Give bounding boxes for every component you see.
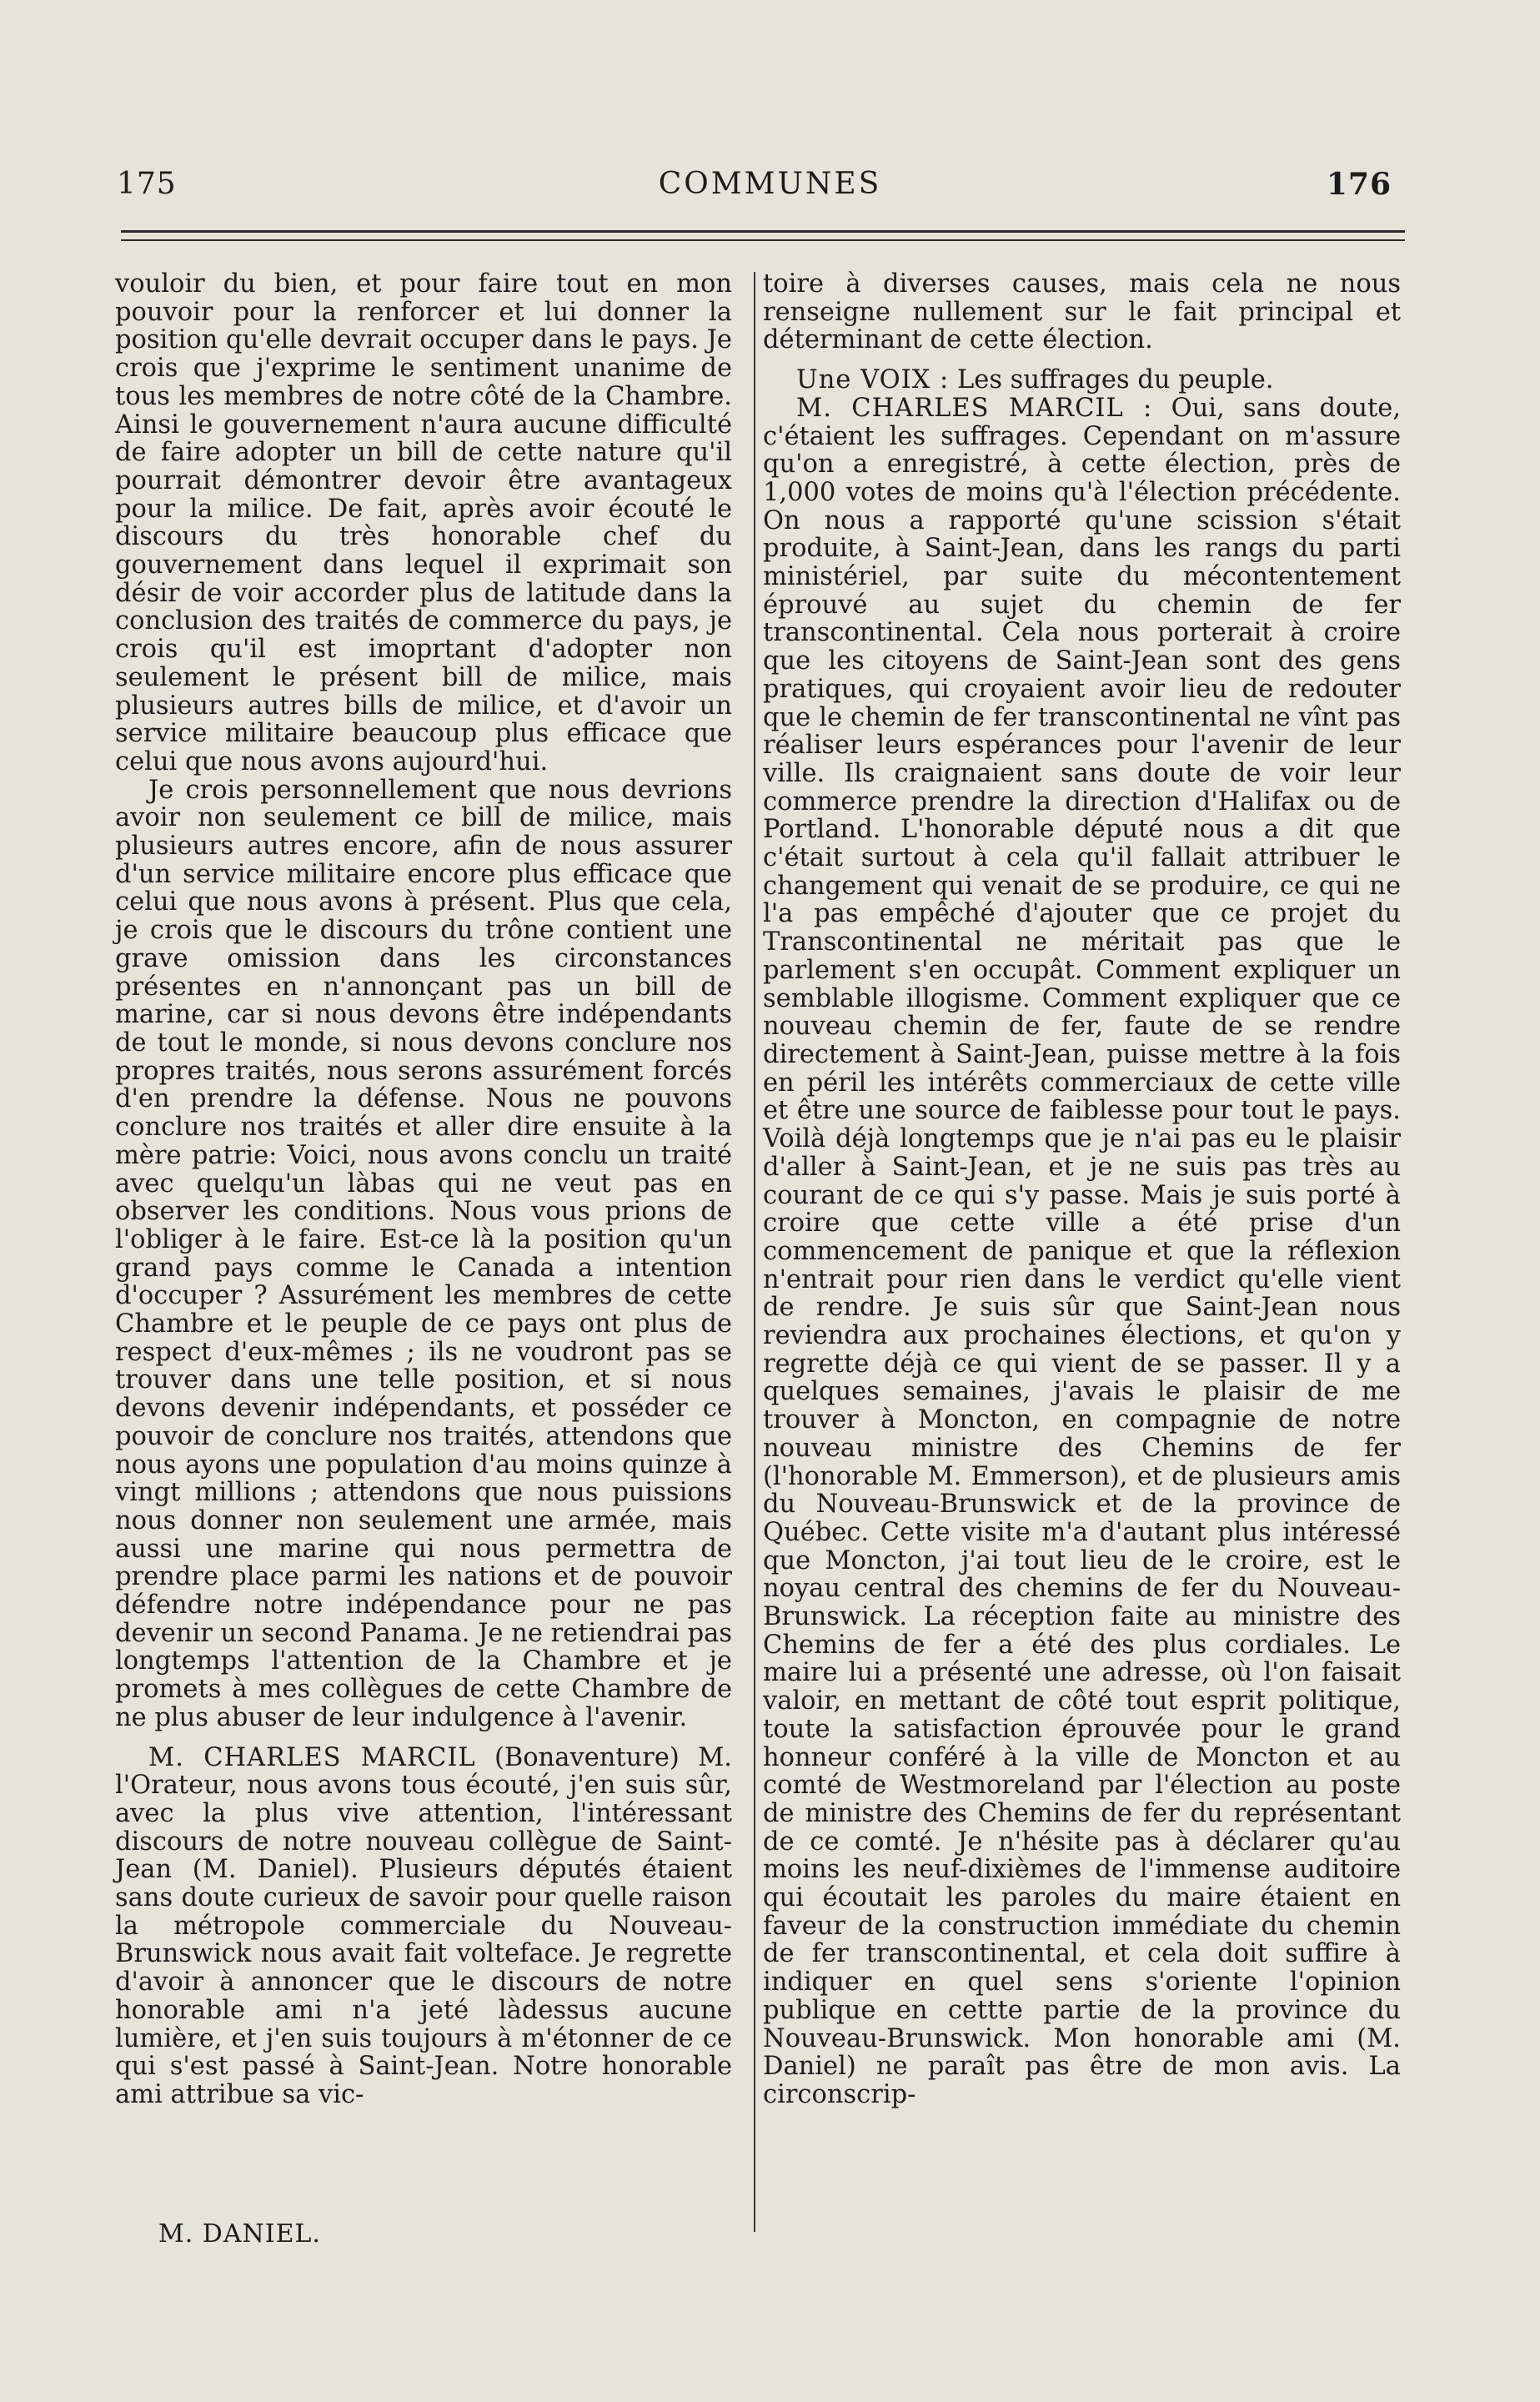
running-title: COMMUNES xyxy=(658,167,882,201)
speech-text: Oui, sans doute, c'étaient les suffrages. Cependant on m'assure qu'on a enregistré, à cette élection, près de 1,000 votes de moins qu'à l'élection précédente. On nous a rapporté qu'une scission s'était produite, à Saint-Jean, dans les rangs du parti ministériel, par suite du mécontentement éprouvé au sujet du chemin de fer transcontinental. Cela nous porterait à croire que les citoyens de Saint-Jean sont des gens pratiques, qui croyaient avoir lieu de redouter que le chemin de fer transcontinental ne vînt pas réaliser leurs espérances pour l'avenir de leur ville. Ils craignaient sans doute de voir leur commerce prendre la direction d'Halifax ou de Portland. L'honorable député nous a dit que c'était surtout à cela qu'il fallait attribuer le changement qui venait de se produire, ce qui ne l'a pas empêché d'ajouter que ce projet du Transcontinental ne méritait pas que le parlement s'en occupât. Comment expliquer un semblable illogisme. Comment expliquer que ce nouveau chemin de fer, faute de se rendre directement à Saint-Jean, puisse mettre à la fois en péril les intérêts commerciaux de cette ville et être une source de faiblesse pour tout le pays. Voilà déjà longtemps que je n'ai pas eu le plaisir d'aller à Saint-Jean, et je ne suis pas très au courant de ce qui s'y passe. Mais je suis porté à croire que cette ville a été prise d'un commencement de panique et que la réflexion n'entrait pour rien dans le verdict qu'elle vient de rendre. Je suis sûr que Saint-Jean nous reviendra aux prochaines élections, et qu'on y regrette déjà ce qui vient de se passer. Il y a quelques semaines, j'avais le plaisir de me trouver à Moncton, en compagnie de notre nouveau ministre des Chemins de fer (l'honorable M. Emmerson), et de plusieurs amis du Nouveau-Brunswick et de la province de Québec. Cette visite m'a d'autant plus intéressé que Moncton, j'ai tout lieu de le croire, est le noyau central des chemins de fer du Nouveau-Brunswick. La réception faite au ministre des Chemins de fer a été des plus cordiales. Le maire lui a présenté une adresse, où l'on faisait valoir, en mettant de côté tout esprit politique, toute la satisfaction éprouvée pour le grand honneur conféré à la ville de Moncton et au comté de Westmoreland par l'élection au poste de ministre des Chemins de fer du représentant de ce comté. Je n'hésite pas à déclarer qu'au moins les neuf-dixièmes de l'immense auditoire qui écoutait les paroles du maire étaient en faveur de la construction immédiate du chemin de fer transcontinental, et cela doit suffire à indiquer en quel sens s'oriente l'opinion publique en cettte partie de la province du Nouveau-Brunswick. Mon honorable ami (M. Daniel) ne paraît pas être de mon avis. La circonscrip- xyxy=(763,393,1401,2109)
left-column xyxy=(115,270,732,2109)
left-paragraph-1: vouloir du bien, et pour faire tout en mon pouvoir pour la renforcer et lui donner la position qu'elle devrait occuper dans le pays. Je crois que j'exprime le sentiment unanime de tous les membres de notre côté de la Chambre. Ainsi le gouvernement n'aura aucune difficulté de faire adopter un bill de cette nature qu'il pourrait démontrer devoir être avantageux pour la milice. De fait, après avoir écouté le discours du très honorable chef du gouvernement dans lequel il exprimait son désir de voir accorder plus de latitude dans la conclusion des traités de commerce du pays, je crois qu'il est imoprtant d'adopter non seulement le présent bill de milice, mais plusieurs autres bills de milice, et d'avoir un service militaire beaucoup plus efficace que celui que nous avons aujourd'hui. xyxy=(115,269,732,776)
speaker-name: M. CHARLES MARCIL xyxy=(148,1742,476,1772)
column-divider xyxy=(754,272,755,2232)
right-paragraph-1: toire à diverses causes, mais cela ne nous renseigne nullement sur le fait principal et déterminant de cette élection. xyxy=(763,269,1401,355)
speaker-signature: M. DANIEL. xyxy=(158,2219,321,2249)
speech-text: (Bonaventure) M. l'Orateur, nous avons tous écouté, j'en suis sûr, avec la plus vive attention, l'intéressant discours de notre nouveau collègue de Saint-Jean (M. Daniel). Plusieurs députés étaient sans doute curieux de savoir pour quelle raison la métropole commerciale du Nouveau-Brunswick nous avait fait volteface. Je regrette d'avoir à annoncer que le discours de notre honorable ami n'a jeté làdessus aucune lumière, et j'en suis toujours à m'étonner de ce qui s'est passé à Saint-Jean. Notre honorable ami attribue sa vic- xyxy=(115,1742,733,2109)
left-paragraph-3 xyxy=(115,1744,732,2109)
header-rule-bottom xyxy=(121,239,1405,241)
header-rule-top xyxy=(121,230,1405,233)
speaker-name: Une VOIX : xyxy=(796,365,950,395)
page-number-right: 176 xyxy=(1326,167,1392,202)
left-paragraph-2: Je crois personnellement que nous devrions avoir non seulement ce bill de milice, mais plusieurs autres encore, afin de nous assurer d'un service militaire encore plus efficace que celui que nous avons à présent. Plus que cela, je crois que le discours du trône contient une grave omission dans les circonstances présentes en n'annonçant pas un bill de marine, car si nous devons être indépendants de tout le monde, si nous devons conclure nos propres traités, nous serons assurément forcés d'en prendre la défense. Nous ne pouvons conclure nos traités et aller dire ensuite à la mère patrie: Voici, nous avons conclu un traité avec quelqu'un làbas qui ne veut pas en observer les conditions. Nous vous prions de l'obliger à le faire. Est-ce là la position qu'un grand pays comme le Canada a intention d'occuper ? Assurément les membres de cette Chambre et le peuple de ce pays ont plus de respect d'eux-mêmes ; ils ne voudront pas se trouver dans une telle position, et si nous devons devenir indépendants, et posséder ce pouvoir de conclure nos traités, attendons que nous ayons une population d'au moins quinze à vingt millions ; attendons que nous puissions nous donner non seulement une armée, mais aussi une marine qui nous permettra de prendre place parmi les nations et de pouvoir défendre notre indépendance pour ne pas devenir un second Panama. Je ne retiendrai pas longtemps l'attention de la Chambre et je promets à mes collègues de cette Chambre de ne plus abuser de leur indulgence à l'avenir. xyxy=(115,775,732,1732)
speaker-name: M. CHARLES MARCIL : xyxy=(796,393,1153,423)
page-number-left: 175 xyxy=(117,167,177,201)
right-column xyxy=(763,270,1401,2109)
speech-text: Les suffrages du peuple. xyxy=(957,365,1274,395)
right-paragraph-3 xyxy=(763,394,1401,2109)
right-paragraph-2 xyxy=(763,366,1401,394)
